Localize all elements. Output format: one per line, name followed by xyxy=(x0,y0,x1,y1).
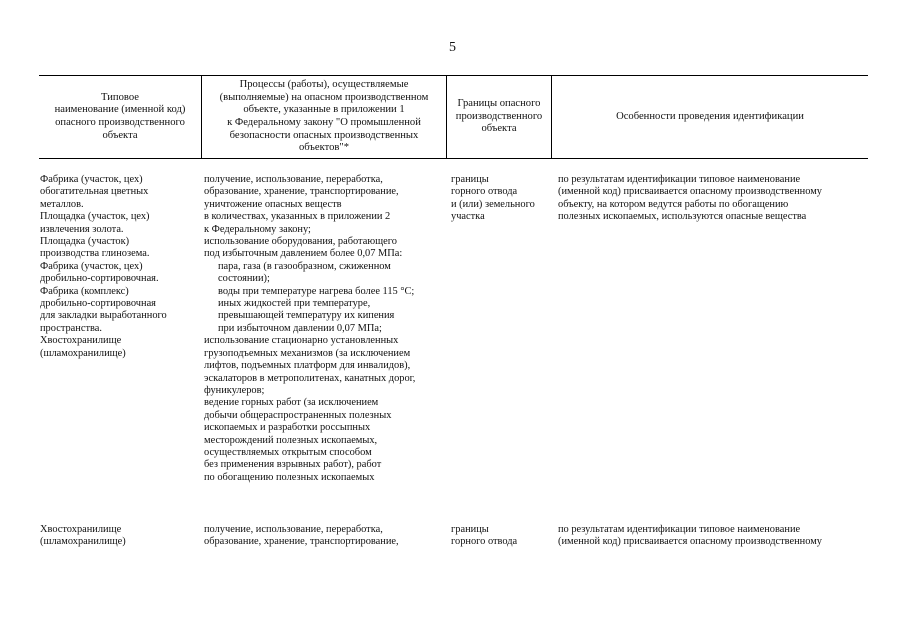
cell-text-line: эскалаторов в метрополитенах, канатных дорог, xyxy=(204,372,416,384)
header-text-line: опасного производственного xyxy=(55,117,185,128)
cell-text-line: пространства. xyxy=(40,322,102,334)
page-number: 5 xyxy=(449,40,456,55)
cell-text-line: объекту, на котором ведутся работы по обогащению xyxy=(558,198,789,210)
cell-notes xyxy=(552,524,868,549)
cell-borders xyxy=(447,524,552,549)
header-text-line: Особенности проведения идентификации xyxy=(616,110,804,122)
cell-object xyxy=(39,174,202,484)
cell-text-line: (именной код) присваивается опасному производственному xyxy=(558,536,823,548)
cell-text-line: в количествах, указанных в приложении 2 xyxy=(204,211,391,223)
header-text-line: Границы опасного xyxy=(457,98,541,110)
cell-text-line: Хвостохранилище xyxy=(40,524,122,535)
cell-text-line: обогатительная цветных xyxy=(40,186,149,198)
cell-text-line: уничтожение опасных веществ xyxy=(204,198,342,210)
cell-text-line: добычи общераспространенных полезных xyxy=(204,409,392,421)
cell-text-line: и (или) земельного xyxy=(451,198,535,210)
cell-text-line: по результатам идентификации типовое наименование xyxy=(558,174,801,185)
cell-text-line: образование, хранение, транспортирование, xyxy=(204,186,399,198)
cell-text-line: при избыточном давлении 0,07 МПа; xyxy=(218,322,382,334)
cell-text-line: дробильно-сортировочная. xyxy=(40,273,159,285)
cell-processes xyxy=(202,524,447,549)
cell-text-line: производства глинозема. xyxy=(40,248,150,260)
cell-text-line: для закладки выработанного xyxy=(40,310,167,322)
header-processes xyxy=(202,76,447,158)
table-row xyxy=(39,174,868,484)
header-text-line: наименование (именной код) xyxy=(54,104,186,116)
header-text-line: объекте, указанные в приложении 1 xyxy=(243,104,405,116)
cell-text-line: границы xyxy=(451,524,489,535)
header-text-line: объекта xyxy=(102,129,138,141)
cell-text-line: месторождений полезных ископаемых, xyxy=(204,434,378,446)
cell-text-line: образование, хранение, транспортирование, xyxy=(204,536,399,548)
header-identification-features xyxy=(552,76,868,158)
cell-text-line: извлечения золота. xyxy=(40,223,124,235)
cell-text-line: горного отвода xyxy=(451,536,518,548)
cell-text-line: Фабрика (участок, цех) xyxy=(40,174,143,185)
cell-text-line: Хвостохранилище xyxy=(40,335,122,347)
cell-text-line: ведение горных работ (за исключением xyxy=(204,397,379,409)
cell-notes xyxy=(552,174,868,484)
cell-text-line: границы xyxy=(451,174,489,185)
cell-text-line: ископаемых и разработки россыпных xyxy=(204,422,371,434)
cell-processes xyxy=(202,174,447,484)
cell-object xyxy=(39,524,202,549)
cell-text-line: использование стационарно установленных xyxy=(204,335,399,347)
table-row xyxy=(39,524,868,549)
header-borders xyxy=(447,76,552,158)
cell-text-line: Фабрика (участок, цех) xyxy=(40,260,143,272)
cell-text-line: участка xyxy=(451,211,485,223)
header-text-line: объектов"* xyxy=(298,142,349,154)
header-text-line: производственного xyxy=(455,110,543,122)
cell-text-line: дробильно-сортировочная xyxy=(40,298,156,310)
cell-text-line: состоянии); xyxy=(218,273,270,285)
cell-text-line: металлов. xyxy=(40,198,84,210)
cell-text-line: превышающей температуру их кипения xyxy=(218,310,395,322)
header-text-line: к Федеральному закону "О промышленной xyxy=(227,117,421,128)
cell-text-line: без применения взрывных работ), работ xyxy=(204,459,382,471)
cell-text-line: Площадка (участок) xyxy=(40,236,130,248)
cell-text-line: осуществляемых открытым способом xyxy=(204,446,372,458)
cell-text-line: по обогащению полезных ископаемых xyxy=(204,471,375,483)
identification-table xyxy=(39,75,868,548)
cell-text-line: фуникулеров; xyxy=(204,384,265,396)
table-header xyxy=(39,76,868,159)
header-text-line: (выполняемые) на опасном производственном xyxy=(219,91,429,103)
cell-text-line: к Федеральному закону; xyxy=(204,223,311,235)
cell-text-line: воды при температуре нагрева более 115 °С; xyxy=(218,285,415,297)
cell-text-line: грузоподъемных механизмов (за исключением xyxy=(204,347,411,359)
header-object-name xyxy=(39,76,202,158)
cell-borders xyxy=(447,174,552,484)
cell-text-line: горного отвода xyxy=(451,186,518,198)
cell-text-line: иных жидкостей при температуре, xyxy=(218,298,371,310)
cell-text-line: (именной код) присваивается опасному производственному xyxy=(558,186,823,198)
header-text-line: безопасности опасных производственных xyxy=(229,129,419,141)
cell-text-line: по результатам идентификации типовое наименование xyxy=(558,524,801,535)
header-text-line: объекта xyxy=(481,123,517,135)
cell-text-line: получение, использование, переработка, xyxy=(204,174,383,185)
cell-text-line: лифтов, подъемных платформ для инвалидов), xyxy=(204,360,411,372)
cell-text-line: под избыточным давлением более 0,07 МПа: xyxy=(204,248,403,260)
header-text-line: Типовое xyxy=(101,91,139,103)
cell-text-line: Фабрика (комплекс) xyxy=(40,285,129,297)
header-text-line: Процессы (работы), осуществляемые xyxy=(239,79,409,91)
cell-text-line: (шламохранилище) xyxy=(40,347,126,359)
cell-text-line: использование оборудования, работающего xyxy=(204,236,397,248)
cell-text-line: пара, газа (в газообразном, сжиженном xyxy=(218,260,391,272)
cell-text-line: (шламохранилище) xyxy=(40,536,126,548)
cell-text-line: получение, использование, переработка, xyxy=(204,524,383,535)
cell-text-line: Площадка (участок, цех) xyxy=(40,211,150,223)
cell-text-line: полезных ископаемых, используются опасные вещества xyxy=(558,211,807,223)
